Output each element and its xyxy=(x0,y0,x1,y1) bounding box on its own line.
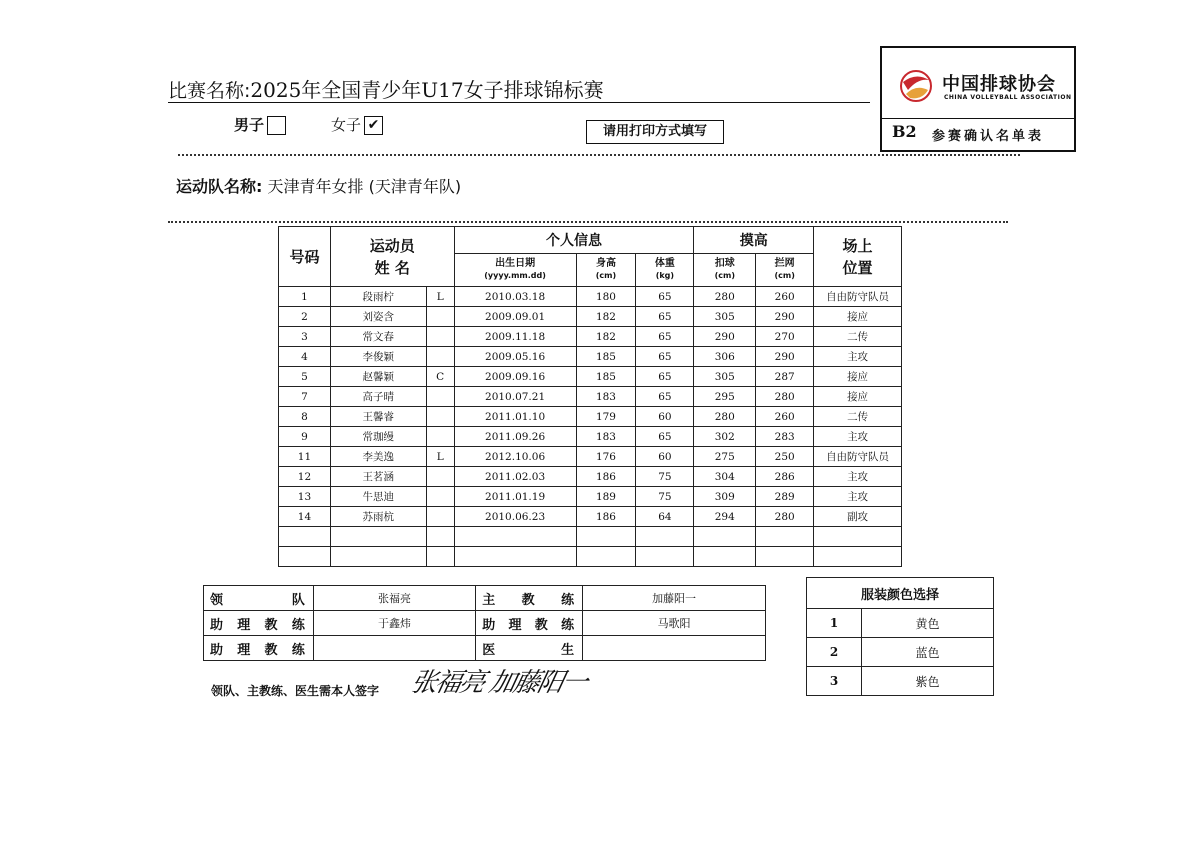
player-spike-reach: 304 xyxy=(694,467,756,487)
doctor-name xyxy=(583,636,766,661)
player-height: 183 xyxy=(576,387,636,407)
player-number: 1 xyxy=(279,287,331,307)
player-position: 接应 xyxy=(814,307,902,327)
player-position: 自由防守队员 xyxy=(814,447,902,467)
player-position: 接应 xyxy=(814,387,902,407)
assistant-coach-3-label: 助理教练 xyxy=(204,636,314,661)
player-spike-reach: 294 xyxy=(694,507,756,527)
female-option[interactable] xyxy=(331,114,383,135)
header-block xyxy=(756,254,814,287)
player-role-flag xyxy=(426,527,454,547)
header-athlete-line2: 姓 名 xyxy=(374,258,410,277)
player-name: 高子晴 xyxy=(330,387,426,407)
handwritten-signature: 张福亮 加藤阳一 xyxy=(408,668,589,698)
player-number: 5 xyxy=(279,367,331,387)
color-option-number: 1 xyxy=(807,609,862,638)
table-row xyxy=(279,467,902,487)
player-weight: 65 xyxy=(636,327,694,347)
player-weight: 64 xyxy=(636,507,694,527)
player-birth-date: 2009.09.16 xyxy=(454,367,576,387)
player-role-flag: C xyxy=(426,367,454,387)
player-block-reach: 290 xyxy=(756,347,814,367)
player-spike-reach: 280 xyxy=(694,407,756,427)
player-position xyxy=(814,527,902,547)
player-number: 9 xyxy=(279,427,331,447)
header-position-line1: 场上 xyxy=(842,236,873,255)
player-spike-reach: 305 xyxy=(694,367,756,387)
player-block-reach: 280 xyxy=(756,507,814,527)
assistant-coach-1-name: 于鑫炜 xyxy=(313,611,475,636)
player-name: 李俊颖 xyxy=(330,347,426,367)
player-height: 182 xyxy=(576,307,636,327)
player-height: 180 xyxy=(576,287,636,307)
dotted-divider xyxy=(178,154,1020,156)
player-position: 自由防守队员 xyxy=(814,287,902,307)
player-spike-reach xyxy=(694,547,756,567)
color-option-value: 蓝色 xyxy=(862,638,994,667)
player-number: 14 xyxy=(279,507,331,527)
uniform-color-title: 服装颜色选择 xyxy=(807,578,994,609)
table-row xyxy=(279,487,902,507)
player-block-reach: 250 xyxy=(756,447,814,467)
header-spike xyxy=(694,254,756,287)
player-height: 179 xyxy=(576,407,636,427)
player-number: 8 xyxy=(279,407,331,427)
player-name: 刘姿含 xyxy=(330,307,426,327)
competition-title xyxy=(168,74,604,103)
female-label: 女子 xyxy=(331,116,362,134)
player-birth-date: 2011.01.19 xyxy=(454,487,576,507)
header-number: 号码 xyxy=(279,227,331,287)
header-athlete xyxy=(330,227,454,287)
player-height: 176 xyxy=(576,447,636,467)
header-weight-label: 体重 xyxy=(654,258,675,269)
player-name: 赵馨颖 xyxy=(330,367,426,387)
header-reach: 摸高 xyxy=(694,227,814,254)
header-height-label: 身高 xyxy=(595,258,616,269)
player-spike-reach: 302 xyxy=(694,427,756,447)
player-spike-reach: 309 xyxy=(694,487,756,507)
table-row xyxy=(279,387,902,407)
player-weight: 75 xyxy=(636,487,694,507)
title-underline xyxy=(168,102,870,103)
association-logo-box xyxy=(880,46,1076,152)
roster-table xyxy=(278,226,902,567)
player-birth-date: 2011.01.10 xyxy=(454,407,576,427)
header-weight xyxy=(636,254,694,287)
color-option-number: 3 xyxy=(807,667,862,696)
player-role-flag xyxy=(426,427,454,447)
player-position: 主攻 xyxy=(814,427,902,447)
head-coach-name: 加藤阳一 xyxy=(583,586,766,611)
color-option-value: 紫色 xyxy=(862,667,994,696)
player-position xyxy=(814,547,902,567)
male-label: 男子 xyxy=(234,116,265,134)
player-spike-reach: 290 xyxy=(694,327,756,347)
player-spike-reach: 306 xyxy=(694,347,756,367)
player-number: 11 xyxy=(279,447,331,467)
header-birth xyxy=(454,254,576,287)
player-birth-date: 2011.02.03 xyxy=(454,467,576,487)
player-weight xyxy=(636,547,694,567)
player-height xyxy=(576,547,636,567)
player-birth-date: 2012.10.06 xyxy=(454,447,576,467)
header-spike-unit: (cm) xyxy=(714,271,735,280)
color-option-number: 2 xyxy=(807,638,862,667)
player-height: 183 xyxy=(576,427,636,447)
player-role-flag: L xyxy=(426,447,454,467)
table-row xyxy=(279,287,902,307)
player-weight: 65 xyxy=(636,387,694,407)
table-row xyxy=(279,527,902,547)
player-weight: 65 xyxy=(636,347,694,367)
form-title: 参赛确认名单表 xyxy=(932,129,1045,144)
player-role-flag xyxy=(426,347,454,367)
player-birth-date: 2009.09.01 xyxy=(454,307,576,327)
player-name: 苏雨杭 xyxy=(330,507,426,527)
player-number: 7 xyxy=(279,387,331,407)
player-birth-date: 2011.09.26 xyxy=(454,427,576,447)
player-number: 4 xyxy=(279,347,331,367)
doctor-label: 医生 xyxy=(476,636,583,661)
form-code: B2 xyxy=(892,122,917,141)
player-role-flag xyxy=(426,487,454,507)
player-block-reach xyxy=(756,547,814,567)
player-name: 段雨柠 xyxy=(330,287,426,307)
player-block-reach: 280 xyxy=(756,387,814,407)
player-role-flag xyxy=(426,507,454,527)
association-name: 中国排球协会 xyxy=(942,74,1056,95)
team-name-row xyxy=(176,174,461,197)
volleyball-logo-icon xyxy=(898,68,934,104)
player-name xyxy=(330,527,426,547)
color-option-value: 黄色 xyxy=(862,609,994,638)
player-role-flag xyxy=(426,387,454,407)
player-weight: 65 xyxy=(636,427,694,447)
table-row xyxy=(279,307,902,327)
staff-table xyxy=(203,585,766,661)
player-spike-reach xyxy=(694,527,756,547)
player-spike-reach: 305 xyxy=(694,307,756,327)
female-checkbox[interactable]: ✔ xyxy=(364,116,383,135)
header-birth-unit: (yyyy.mm.dd) xyxy=(484,271,546,280)
assistant-coach-2-label: 助理教练 xyxy=(476,611,583,636)
player-block-reach: 283 xyxy=(756,427,814,447)
player-number xyxy=(279,527,331,547)
player-position: 二传 xyxy=(814,327,902,347)
player-role-flag xyxy=(426,327,454,347)
header-height xyxy=(576,254,636,287)
player-birth-date xyxy=(454,527,576,547)
player-height: 189 xyxy=(576,487,636,507)
player-block-reach: 289 xyxy=(756,487,814,507)
player-weight: 65 xyxy=(636,287,694,307)
player-block-reach: 260 xyxy=(756,407,814,427)
header-height-unit: (cm) xyxy=(595,271,617,280)
player-block-reach: 290 xyxy=(756,307,814,327)
header-position xyxy=(814,227,902,287)
player-spike-reach: 275 xyxy=(694,447,756,467)
team-label: 运动队名称: xyxy=(176,177,263,196)
player-birth-date xyxy=(454,547,576,567)
player-position: 主攻 xyxy=(814,467,902,487)
leader-name: 张福亮 xyxy=(313,586,475,611)
player-name: 李美逸 xyxy=(330,447,426,467)
competition-label: 比赛名称: xyxy=(168,80,251,102)
assistant-coach-2-name: 马歌阳 xyxy=(583,611,766,636)
male-option[interactable] xyxy=(234,114,286,135)
player-height: 185 xyxy=(576,367,636,387)
table-row xyxy=(279,507,902,527)
player-birth-date: 2010.07.21 xyxy=(454,387,576,407)
player-number xyxy=(279,547,331,567)
table-row xyxy=(279,427,902,447)
header-block-label: 拦网 xyxy=(774,258,795,269)
player-name xyxy=(330,547,426,567)
dotted-divider xyxy=(168,221,1008,223)
player-weight: 65 xyxy=(636,367,694,387)
player-height: 186 xyxy=(576,467,636,487)
player-block-reach: 260 xyxy=(756,287,814,307)
player-name: 常文春 xyxy=(330,327,426,347)
player-block-reach xyxy=(756,527,814,547)
player-block-reach: 287 xyxy=(756,367,814,387)
player-block-reach: 270 xyxy=(756,327,814,347)
player-spike-reach: 295 xyxy=(694,387,756,407)
player-role-flag xyxy=(426,547,454,567)
table-row xyxy=(279,367,902,387)
player-weight: 75 xyxy=(636,467,694,487)
assistant-coach-3-name xyxy=(313,636,475,661)
male-checkbox[interactable] xyxy=(267,116,286,135)
header-block-unit: (cm) xyxy=(774,271,795,280)
signature-instruction: 领队、主教练、医生需本人签字 xyxy=(211,684,380,698)
leader-label: 领队 xyxy=(204,586,314,611)
player-height: 185 xyxy=(576,347,636,367)
player-role-flag xyxy=(426,467,454,487)
player-position: 二传 xyxy=(814,407,902,427)
player-position: 副攻 xyxy=(814,507,902,527)
player-name: 常珈缦 xyxy=(330,427,426,447)
player-height: 186 xyxy=(576,507,636,527)
player-position: 主攻 xyxy=(814,347,902,367)
header-personal-info: 个人信息 xyxy=(454,227,694,254)
player-role-flag xyxy=(426,407,454,427)
print-note: 请用打印方式填写 xyxy=(586,120,724,144)
player-number: 13 xyxy=(279,487,331,507)
player-birth-date: 2009.05.16 xyxy=(454,347,576,367)
player-name: 牛思迪 xyxy=(330,487,426,507)
player-position: 接应 xyxy=(814,367,902,387)
header-position-line2: 位置 xyxy=(842,258,873,277)
header-weight-unit: (kg) xyxy=(655,271,675,280)
header-birth-label: 出生日期 xyxy=(495,258,536,269)
player-birth-date: 2010.03.18 xyxy=(454,287,576,307)
assistant-coach-1-label: 助理教练 xyxy=(204,611,314,636)
player-role-flag xyxy=(426,307,454,327)
player-weight: 60 xyxy=(636,407,694,427)
header-athlete-line1: 运动员 xyxy=(369,236,415,255)
table-row xyxy=(279,547,902,567)
logo-divider xyxy=(882,118,1074,119)
player-block-reach: 286 xyxy=(756,467,814,487)
header-spike-label: 扣球 xyxy=(714,258,735,269)
player-position: 主攻 xyxy=(814,487,902,507)
competition-name: 2025年全国青少年U17女子排球锦标赛 xyxy=(250,78,604,102)
player-role-flag: L xyxy=(426,287,454,307)
table-row xyxy=(279,447,902,467)
player-name: 王馨睿 xyxy=(330,407,426,427)
association-name-en: CHINA VOLLEYBALL ASSOCIATION xyxy=(944,94,1072,101)
player-height xyxy=(576,527,636,547)
player-weight: 60 xyxy=(636,447,694,467)
table-row xyxy=(279,347,902,367)
head-coach-label: 主教练 xyxy=(476,586,583,611)
player-weight xyxy=(636,527,694,547)
player-spike-reach: 280 xyxy=(694,287,756,307)
player-birth-date: 2010.06.23 xyxy=(454,507,576,527)
player-number: 12 xyxy=(279,467,331,487)
player-birth-date: 2009.11.18 xyxy=(454,327,576,347)
player-number: 2 xyxy=(279,307,331,327)
player-weight: 65 xyxy=(636,307,694,327)
player-name: 王茗涵 xyxy=(330,467,426,487)
player-number: 3 xyxy=(279,327,331,347)
uniform-color-table xyxy=(806,577,994,696)
team-name: 天津青年女排 (天津青年队) xyxy=(267,177,462,196)
table-row xyxy=(279,407,902,427)
player-height: 182 xyxy=(576,327,636,347)
table-row xyxy=(279,327,902,347)
